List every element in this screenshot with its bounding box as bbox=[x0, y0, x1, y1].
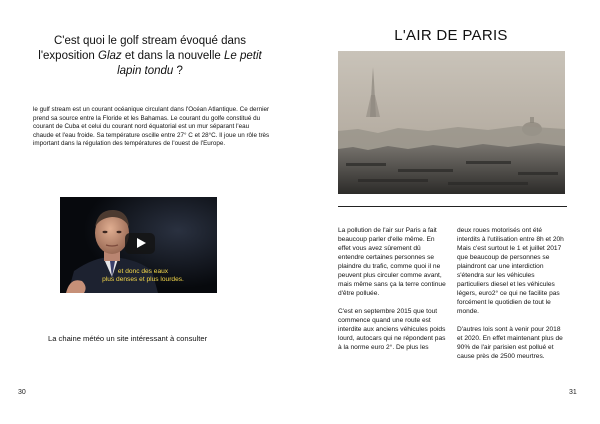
gulf-stream-paragraph: le gulf stream est un courant océanique circulant dans l'Océan Atlantique. Ce dernier prend sa source entre la Floride et les Bahamas. Le courant du golfe constitué du courant de Cuba et celui du courant nord équatorial est un mur séparant l'eau chaude et l'eau froide. Sa température oscille entre 27° C et 28°C. Il joue un rôle très important dans la régulation des températures de l'ouest de l'Europe. bbox=[33, 106, 270, 148]
question-part2: et dans la nouvelle bbox=[121, 50, 224, 62]
question-italic-lapin: Le petit lapin tondu bbox=[117, 50, 262, 77]
play-button[interactable] bbox=[125, 233, 155, 254]
section-divider bbox=[338, 206, 567, 207]
play-icon bbox=[137, 238, 146, 248]
right-page bbox=[300, 0, 600, 424]
column2-paragraph: D'autres lois sont à venir pour 2018 et 2020. En effet maintenant plus de 90% de l'air parisien est pollué et cause près de 2500 meurtres. bbox=[457, 326, 563, 360]
column1-paragraph: La pollution de l'air sur Paris a fait beaucoup parler d'elle même. En effet vous avez sûrement dû entendre certaines personnes se plaindre du trafic, comme quoi il ne peuvent plus circuler comme avant, mais même sans ça la terre continue d'être polluée. bbox=[338, 227, 446, 297]
question-part1: C'est quoi le golf stream évoqué dans l'exposition bbox=[38, 35, 247, 62]
column1-paragraph: C'est en septembre 2015 que tout commence quand une route est interdite aux anciens véhicules poids lourd, autocars qui ne répondent pas à la norme euro 2°. De plus les bbox=[338, 308, 446, 351]
question-part3: ? bbox=[173, 65, 183, 77]
page-number-left: 30 bbox=[18, 389, 26, 396]
column2-paragraph: Mais c'est surtout le 1 et juillet 2017 que beaucoup de personnes se plaindront car une interdiction s'étendra sur les véhicules particuliers diesel et les véhicules légers, euro2° ce qui ne facilite pas forcément le quotidien de tout le monde. bbox=[457, 245, 562, 315]
paris-smog-photo bbox=[338, 51, 565, 194]
article-title: L'AIR DE PARIS bbox=[394, 27, 508, 44]
question-italic-glaz: Glaz bbox=[98, 50, 122, 62]
column2-paragraph: deux roues motorisés ont été interdits à l'utilisation entre 8h et 20h bbox=[457, 227, 564, 243]
question-heading bbox=[34, 34, 266, 79]
video-player[interactable] bbox=[60, 197, 217, 293]
paris-skyline-image bbox=[338, 51, 565, 194]
article-column-1 bbox=[338, 226, 446, 361]
video-subtitle-line1: et donc des eaux bbox=[117, 268, 169, 275]
meteo-site-link[interactable]: La chaine météo un site intéressant à consulter bbox=[48, 334, 208, 343]
page-number-right: 31 bbox=[569, 389, 577, 396]
article-column-2 bbox=[457, 226, 565, 370]
video-subtitle-line2: plus denses et plus lourdes. bbox=[102, 276, 184, 283]
